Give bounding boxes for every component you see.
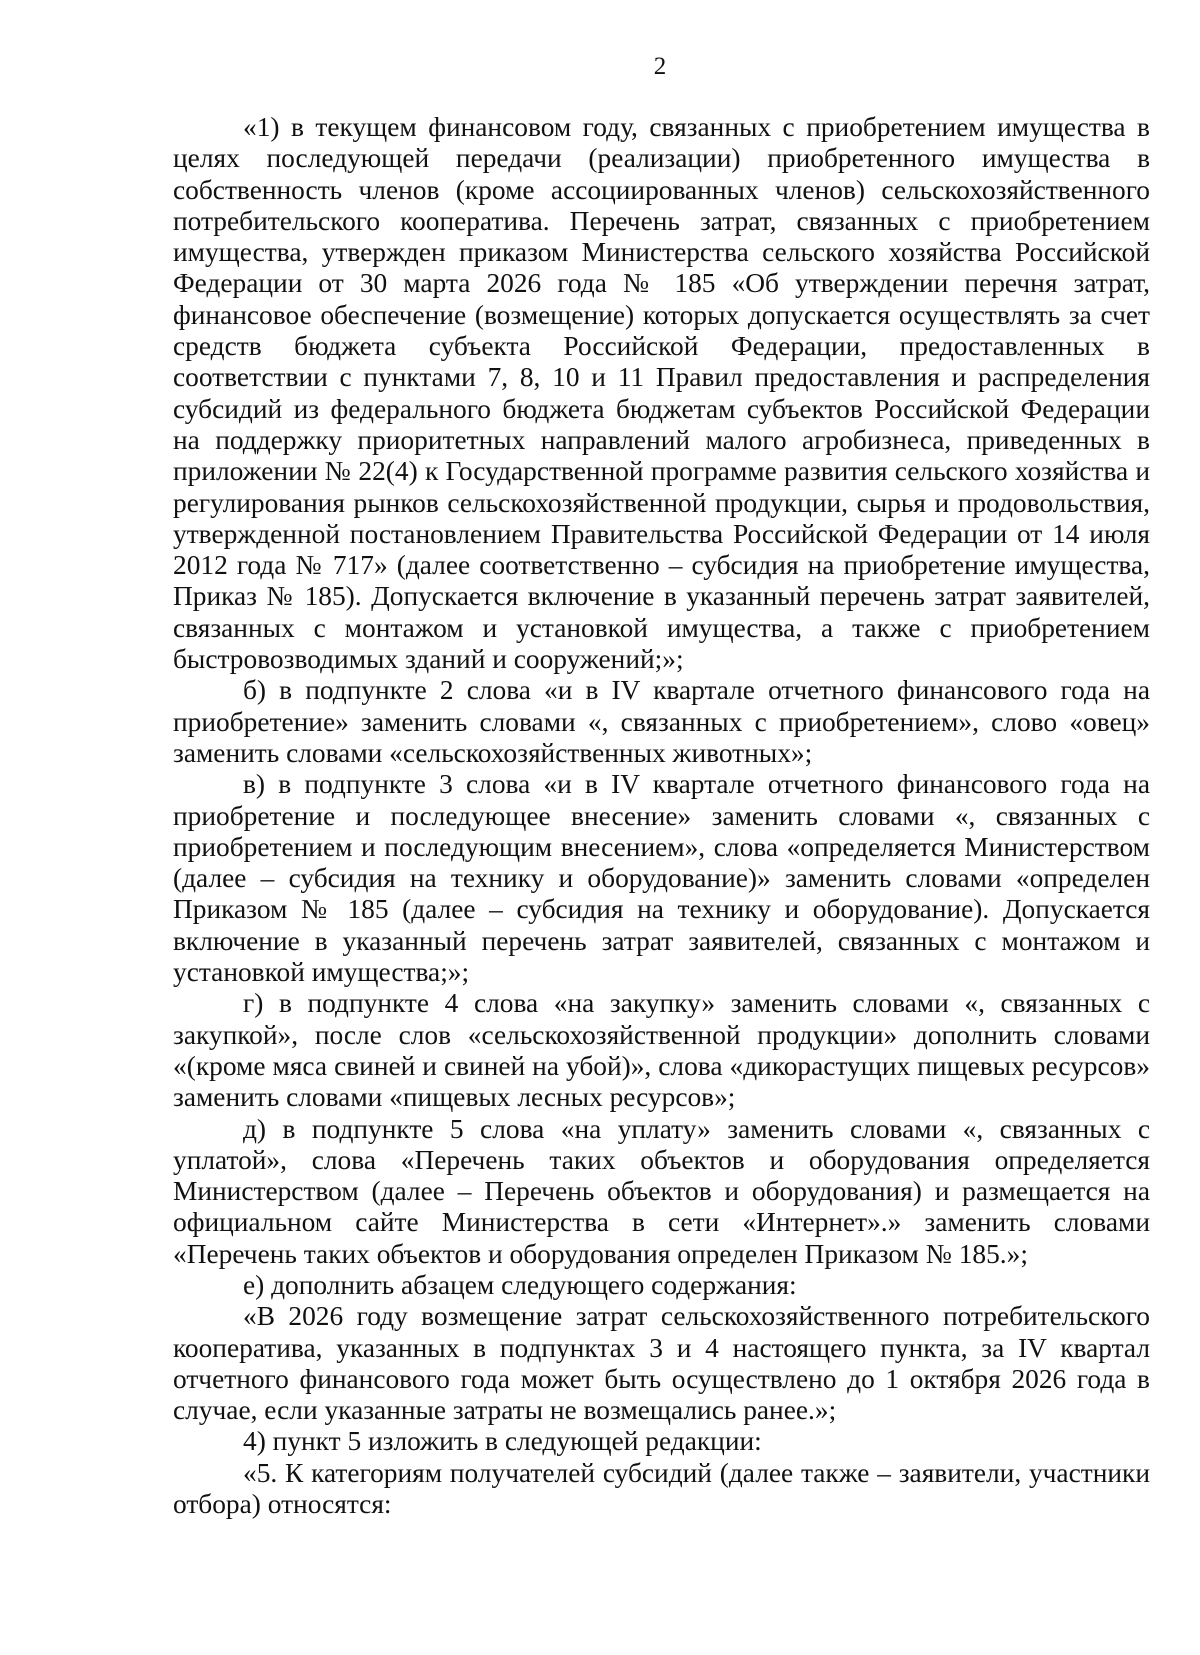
paragraph-item-5-quote: «5. К категориям получателей субсидий (далее также – заявители, участники отбора) относятся: bbox=[173, 1457, 1150, 1520]
paragraph-g: г) в подпункте 4 слова «на закупку» заменить словами «, связанных с закупкой», после слов «сельскохозяйственной продукции» дополнить словами «(кроме мяса свиней и свиней на убой)», слова «дикорастущих пищевых ресурсов» заменить словами «пищевых лесных ресурсов»; bbox=[173, 988, 1150, 1113]
paragraph-subitem-1-text: «1) в текущем финансовом году, связанных с приобретением имущества в целях последующей передачи (реализации) приобретенного имущества в собственность членов (кроме ассоциированных членов) сельскохозяйственного потребительского кооператива. Перечень затрат, связанных с приобретением имущества, утвержден приказом Министерства сельского хозяйства Российской Федерации от 30 марта 2026 года № 185 «Об утверждении перечня затрат, финансовое обеспечение (возмещение) которых допускается осуществлять за счет средств бюджета субъекта Российской Федерации, предоставленных в соответствии с пунктами 7, 8, 10 и 11 Правил предоставления и распределения субсидий из федерального бюджета бюджетам субъектов Российской Федерации на поддержку приоритетных направлений малого агробизнеса, приведенных в приложении № 22(4) к Государственной программе развития сельского хозяйства и регулирования рынков сельскохозяйственной продукции, сырья и продовольствия, утвержденной постановлением Правительства Российской Федерации от 14 июля 2012 года № 717» (далее соответственно – субсидия на приобретение имущества, Приказ № 185). Допускается включение в указанный перечень затрат заявителей, связанных с монтажом и установкой имущества, а также с приобретением быстровозводимых зданий и сооружений;»; bbox=[173, 112, 1150, 675]
paragraph-v: в) в подпункте 3 слова «и в IV квартале отчетного финансового года на приобретение и последующее внесение» заменить словами «, связанных с приобретением и последующим внесением», слова «определяется Министерством (далее – субсидия на технику и оборудование)» заменить словами «определен Приказом № 185 (далее – субсидия на технику и оборудование). Допускается включение в указанный перечень затрат заявителей, связанных с монтажом и установкой имущества;»; bbox=[173, 769, 1150, 988]
paragraph-e-quote: «В 2026 году возмещение затрат сельскохозяйственного потребительского кооператива, указанных в подпунктах 3 и 4 настоящего пункта, за IV квартал отчетного финансового года может быть осуществлено до 1 октября 2026 года в случае, если указанные затраты не возмещались ранее.»; bbox=[173, 1301, 1150, 1426]
paragraph-b: б) в подпункте 2 слова «и в IV квартале отчетного финансового года на приобретение» заменить словами «, связанных с приобретением», слово «овец» заменить словами «сельскохозяйственных животных»; bbox=[173, 675, 1150, 768]
paragraph-d: д) в подпункте 5 слова «на уплату» заменить словами «, связанных с уплатой», слова «Перечень таких объектов и оборудования определяется Министерством (далее – Перечень объектов и оборудования) и размещается на официальном сайте Министерства в сети «Интернет».» заменить словами «Перечень таких объектов и оборудования определен Приказом № 185.»; bbox=[173, 1113, 1150, 1269]
paragraph-item-4: 4) пункт 5 изложить в следующей редакции: bbox=[243, 1426, 762, 1457]
document-body bbox=[173, 112, 1150, 1520]
paragraph-e: е) дополнить абзацем следующего содержания: bbox=[243, 1269, 797, 1300]
page-number: 2 bbox=[653, 53, 667, 80]
